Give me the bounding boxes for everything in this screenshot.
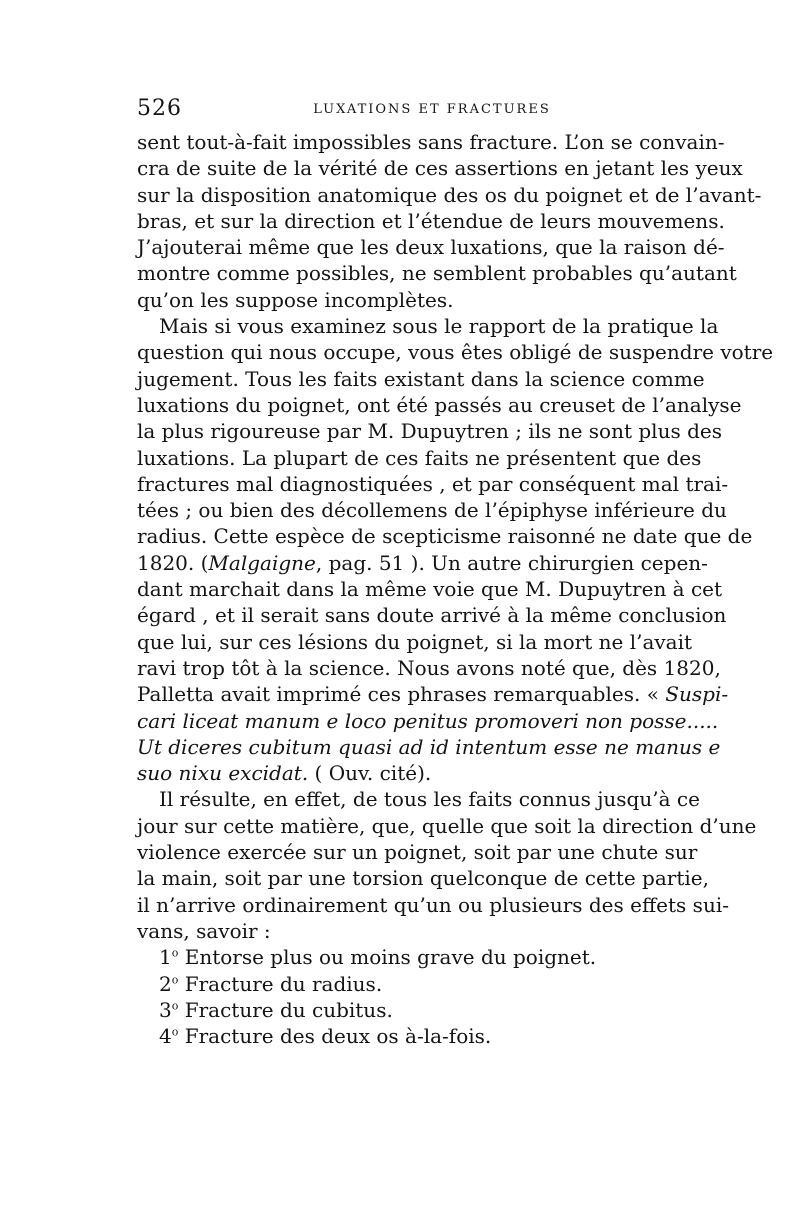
ordinal-mark: o	[171, 999, 179, 1013]
running-title: LUXATIONS ET FRACTURES	[313, 102, 551, 117]
text-line: J’ajouterai même que les deux luxations, que la raison dé-	[137, 235, 725, 260]
latin-quote: Suspi-	[665, 682, 729, 707]
text-line: dant marchait dans la même voie que M. Dupuytren à cet	[137, 577, 723, 602]
text-line: luxations. La plupart de ces faits ne présentent que des	[137, 445, 702, 470]
list-text: Fracture des deux os à-la-fois.	[178, 1024, 492, 1049]
text-span: Palletta avait imprimé ces phrases remarquables. «	[137, 682, 666, 707]
list-item	[137, 997, 671, 1023]
ordinal-mark: o	[171, 1025, 179, 1039]
text-line: montre comme possibles, ne semblent probables qu’autant	[137, 261, 737, 286]
latin-quote-line: Ut diceres cubitum quasi ad id intentum esse ne manus e	[137, 734, 721, 759]
page-number: 526	[137, 96, 182, 121]
text-line: sur la disposition anatomique des os du poignet et de l’avant-	[137, 182, 762, 207]
text-line: violence exercée sur un poignet, soit par une chute sur	[137, 840, 698, 865]
text-line: cra de suite de la vérité de ces assertions en jetant les yeux	[137, 156, 743, 181]
running-head	[137, 96, 671, 126]
text-line: fractures mal diagnostiquées , et par conséquent mal trai-	[137, 471, 729, 496]
text-line: Mais si vous examinez sous le rapport de la pratique la	[159, 314, 719, 339]
text-line	[137, 550, 708, 576]
latin-quote: suo nixu excidat.	[137, 761, 309, 786]
text-line: la plus rigoureuse par M. Dupuytren ; ils ne sont plus des	[137, 419, 722, 444]
text-line	[137, 681, 729, 707]
text-line: bras, et sur la direction et l’étendue de leurs mouvemens.	[137, 208, 725, 233]
text-line: jugement. Tous les faits existant dans la science comme	[137, 366, 705, 391]
list-text: Entorse plus ou moins grave du poignet.	[178, 945, 597, 970]
list-number: 1	[159, 945, 172, 970]
text-line: ravi trop tôt à la science. Nous avons noté que, dès 1820,	[137, 655, 721, 680]
text-line: sent tout-à-fait impossibles sans fracture. L’on se convain-	[137, 130, 725, 154]
list-item	[137, 971, 671, 997]
list-number: 3	[159, 997, 172, 1022]
author-name: Malgaigne	[208, 550, 316, 575]
text-span: , pag. 51 ). Un autre chirurgien cepen-	[315, 550, 708, 575]
text-line: tées ; ou bien des décollemens de l’épiphyse inférieure du	[137, 498, 727, 523]
text-line: jour sur cette matière, que, quelle que soit la direction d’une	[137, 813, 757, 838]
text-line: égard , et il serait sans doute arrivé à la même conclusion	[137, 603, 727, 628]
text-line: qu’on les suppose incomplètes.	[137, 287, 454, 312]
list-text: Fracture du cubitus.	[178, 997, 393, 1022]
body-text	[137, 129, 774, 1049]
ordinal-mark: o	[171, 972, 179, 986]
text-line	[137, 760, 671, 786]
text-line: vans, savoir :	[137, 918, 271, 943]
text-line: radius. Cette espèce de scepticisme raisonné ne date que de	[137, 524, 753, 549]
citation: ( Ouv. cité).	[308, 761, 432, 786]
latin-quote-line: cari liceat manum e loco penitus promoveri non posse.....	[137, 708, 719, 733]
list-text: Fracture du radius.	[178, 971, 383, 996]
ordinal-mark: o	[171, 946, 179, 960]
text-line: la main, soit par une torsion quelconque de cette partie,	[137, 866, 709, 891]
list-number: 4	[159, 1024, 172, 1049]
list-item	[137, 944, 671, 970]
text-line: que lui, sur ces lésions du poignet, si la mort ne l’avait	[137, 629, 693, 654]
text-line: question qui nous occupe, vous êtes obligé de suspendre votre	[137, 340, 774, 365]
list-item	[137, 1023, 671, 1049]
text-span: 1820. (	[137, 550, 209, 575]
list-number: 2	[159, 971, 172, 996]
text-line: luxations du poignet, ont été passés au creuset de l’analyse	[137, 392, 742, 417]
text-line: Il résulte, en effet, de tous les faits connus jusqu’à ce	[159, 787, 700, 812]
text-line: il n’arrive ordinairement qu’un ou plusieurs des effets sui-	[137, 892, 729, 917]
